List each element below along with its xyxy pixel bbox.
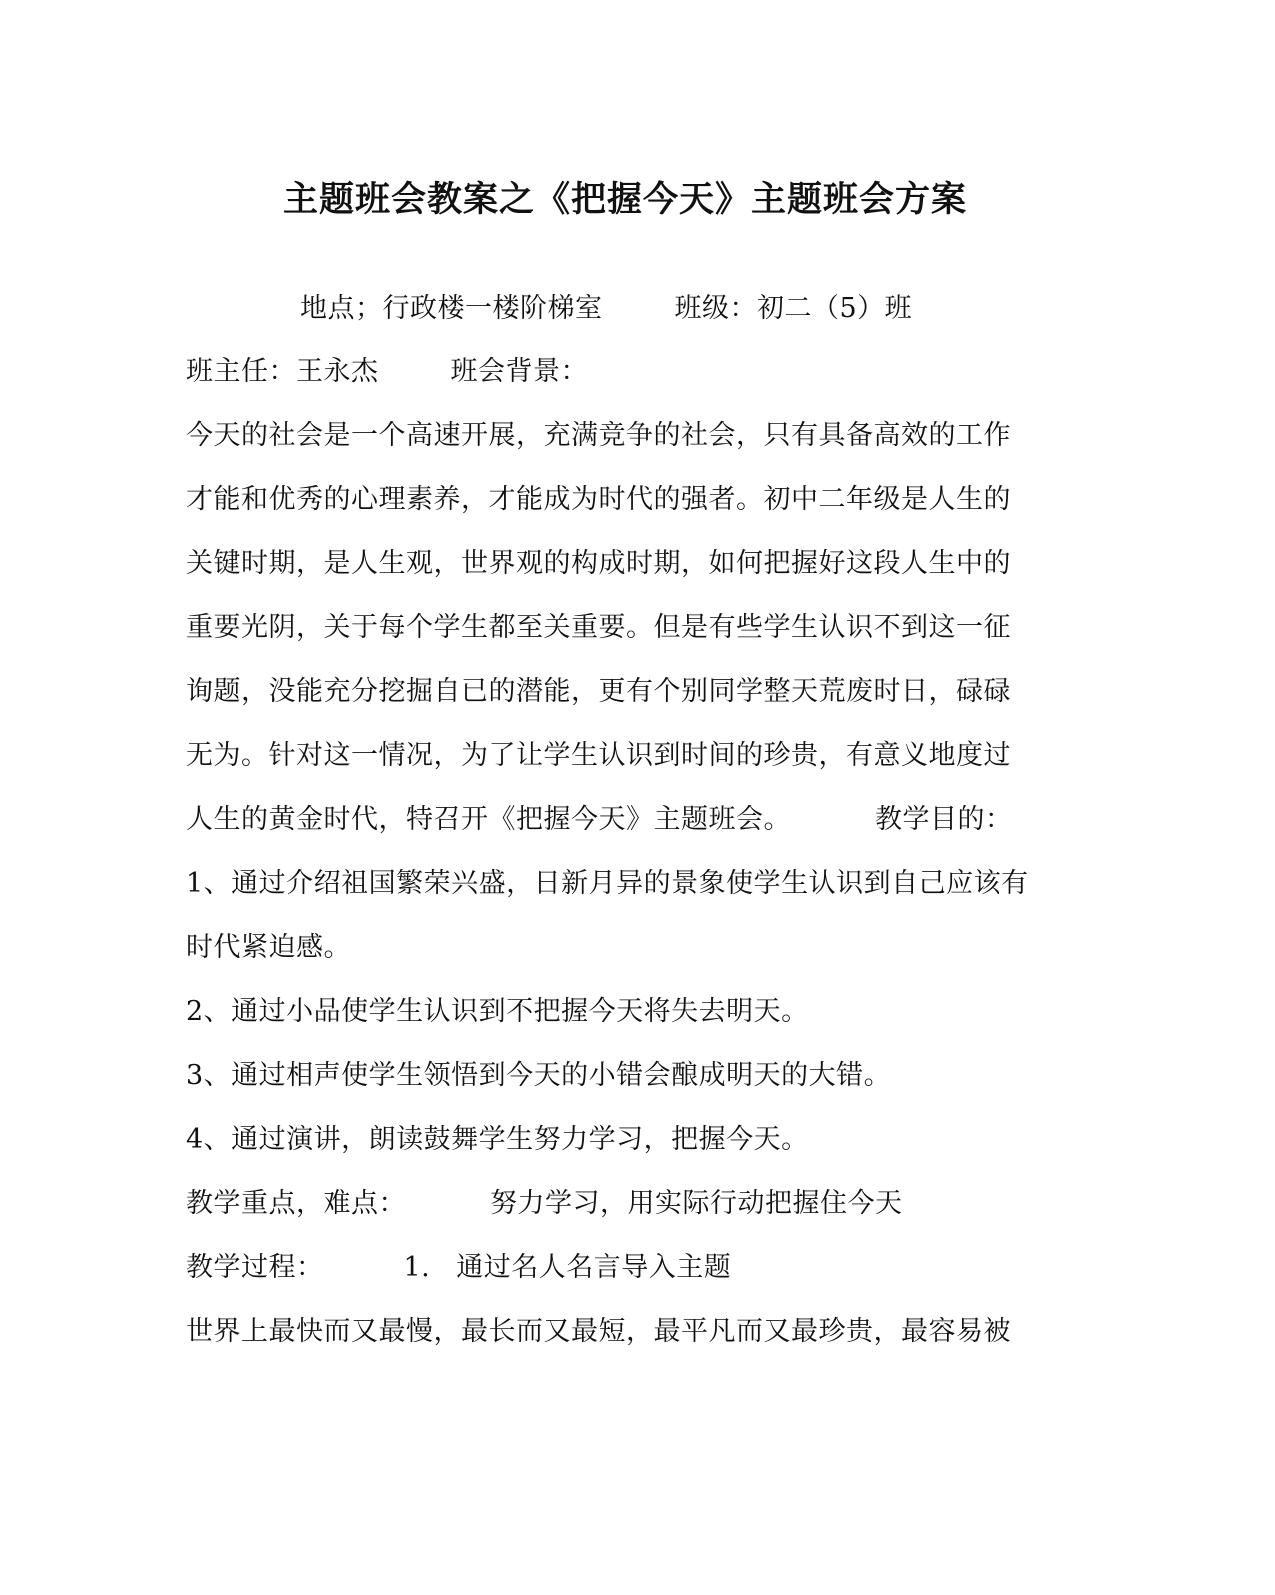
background-label: 班会背景： (450, 356, 588, 387)
document-title: 主题班会教案之《把握今天》主题班会方案 (282, 180, 967, 220)
process-step-text: 通过名人名言导入主题 (456, 1252, 732, 1283)
objective-label: 教学目的： (875, 804, 1013, 835)
key-points-value: 努力学习，用实际行动把握住今天 (490, 1188, 903, 1219)
body-line: 世界上最快而又最慢，最长而又最短，最平凡而又最珍贵，最容易被 (186, 1316, 1011, 1347)
key-points-label: 教学重点，难点： (186, 1188, 406, 1219)
objective-item: 2、通过小品使学生认识到不把握今天将失去明天。 (186, 996, 809, 1027)
background-line: 询题，没能充分挖掘自已的潜能，更有个别同学整天荒废时日，碌碌 (186, 676, 1011, 707)
process-step-number: 1. (403, 1252, 431, 1283)
teacher-line (186, 352, 588, 392)
key-points-line (186, 1184, 903, 1224)
objective-item: 4、通过演讲，朗读鼓舞学生努力学习，把握今天。 (186, 1124, 809, 1155)
objective-item: 时代紧迫感。 (186, 932, 351, 963)
background-line: 才能和优秀的心理素养，才能成为时代的强者。初中二年级是人生的 (186, 484, 1011, 515)
background-line: 无为。针对这一情况，为了让学生认识到时间的珍贵，有意义地度过 (186, 740, 1011, 771)
objective-item: 1、通过介绍祖国繁荣兴盛，日新月异的景象使学生认识到自己应该有 (186, 868, 1029, 899)
background-line: 今天的社会是一个高速开展，充满竞争的社会，只有具备高效的工作 (186, 420, 1011, 451)
info-line (300, 289, 912, 329)
class-text: 班级：初二（5）班 (674, 293, 913, 324)
teacher-text: 班主任：王永杰 (186, 356, 379, 387)
background-final-line (186, 800, 1013, 840)
background-line: 重要光阴，关于每个学生都至关重要。但是有些学生认识不到这一征 (186, 612, 1011, 643)
background-line: 关键时期，是人生观，世界观的构成时期，如何把握好这段人生中的 (186, 548, 1011, 579)
background-line: 人生的黄金时代，特召开《把握今天》主题班会。 (186, 804, 791, 835)
process-line (186, 1248, 731, 1288)
process-label: 教学过程： (186, 1252, 324, 1283)
location-text: 地点；行政楼一楼阶梯室 (300, 293, 603, 324)
objective-item: 3、通过相声使学生领悟到今天的小错会酿成明天的大错。 (186, 1060, 892, 1091)
